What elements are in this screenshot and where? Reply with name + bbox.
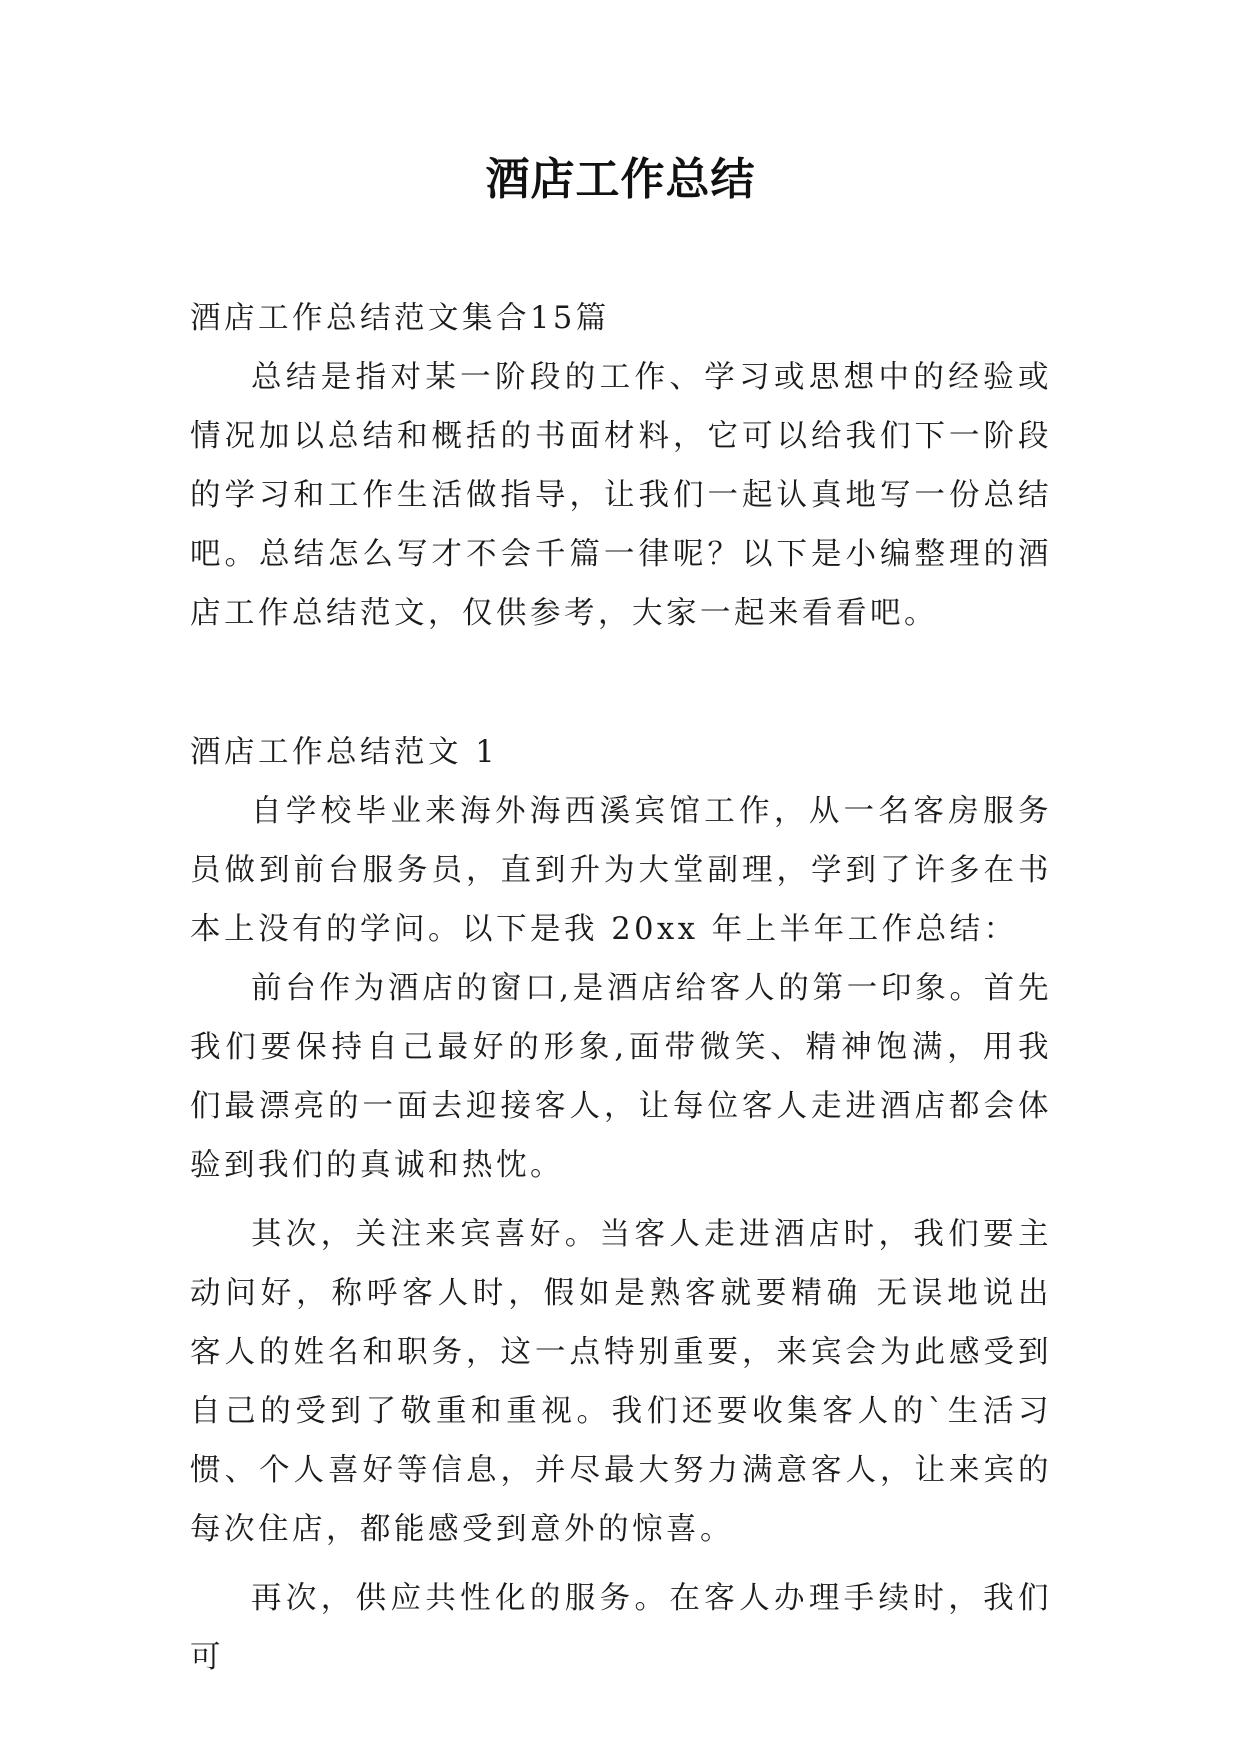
section-heading: 酒店工作总结范文 1 — [190, 735, 499, 770]
paragraph-spacer — [190, 1559, 1052, 1569]
paragraph: 自学校毕业来海外海西溪宾馆工作，从一名客房服务员做到前台服务员，直到升为大堂副理，学到了许多在书本上没有的学问。以下是我 20xx 年上半年工作总结： — [190, 794, 1052, 947]
document-title: 酒店工作总结 — [485, 154, 756, 205]
collection-heading: 酒店工作总结范文集合15篇 — [190, 301, 610, 336]
document-body — [190, 289, 1052, 1687]
paragraph: 其次，关注来宾喜好。当客人走进酒店时，我们要主动问好，称呼客人时，假如是熟客就要精确 无误地说出客人的姓名和职务，这一点特别重要，来宾会为此感受到自己的受到了敬重和重视。我们还要收集客人的`生活习惯、个人喜好等信息，并尽最大努力满意客人，让来宾的每次住店，都能感受到意外的惊喜。 — [190, 1217, 1052, 1547]
intro-paragraph: 总结是指对某一阶段的工作、学习或思想中的经验或情况加以总结和概括的书面材料，它可以给我们下一阶段的学习和工作生活做指导，让我们一起认真地写一份总结吧。总结怎么写才不会千篇一律呢？以下是小编整理的酒店工作总结范文，仅供参考，大家一起来看看吧。 — [190, 360, 1052, 631]
paragraph: 前台作为酒店的窗口,是酒店给客人的第一印象。首先我们要保持自己最好的形象,面带微笑、精神饱满，用我们最漂亮的一面去迎接客人，让每位客人走进酒店都会体验到我们的真诚和热忱。 — [190, 971, 1052, 1183]
paragraph: 再次，供应共性化的服务。在客人办理手续时，我们可 — [190, 1581, 1052, 1675]
paragraph-spacer — [190, 1195, 1052, 1205]
section-spacer — [190, 643, 1052, 723]
